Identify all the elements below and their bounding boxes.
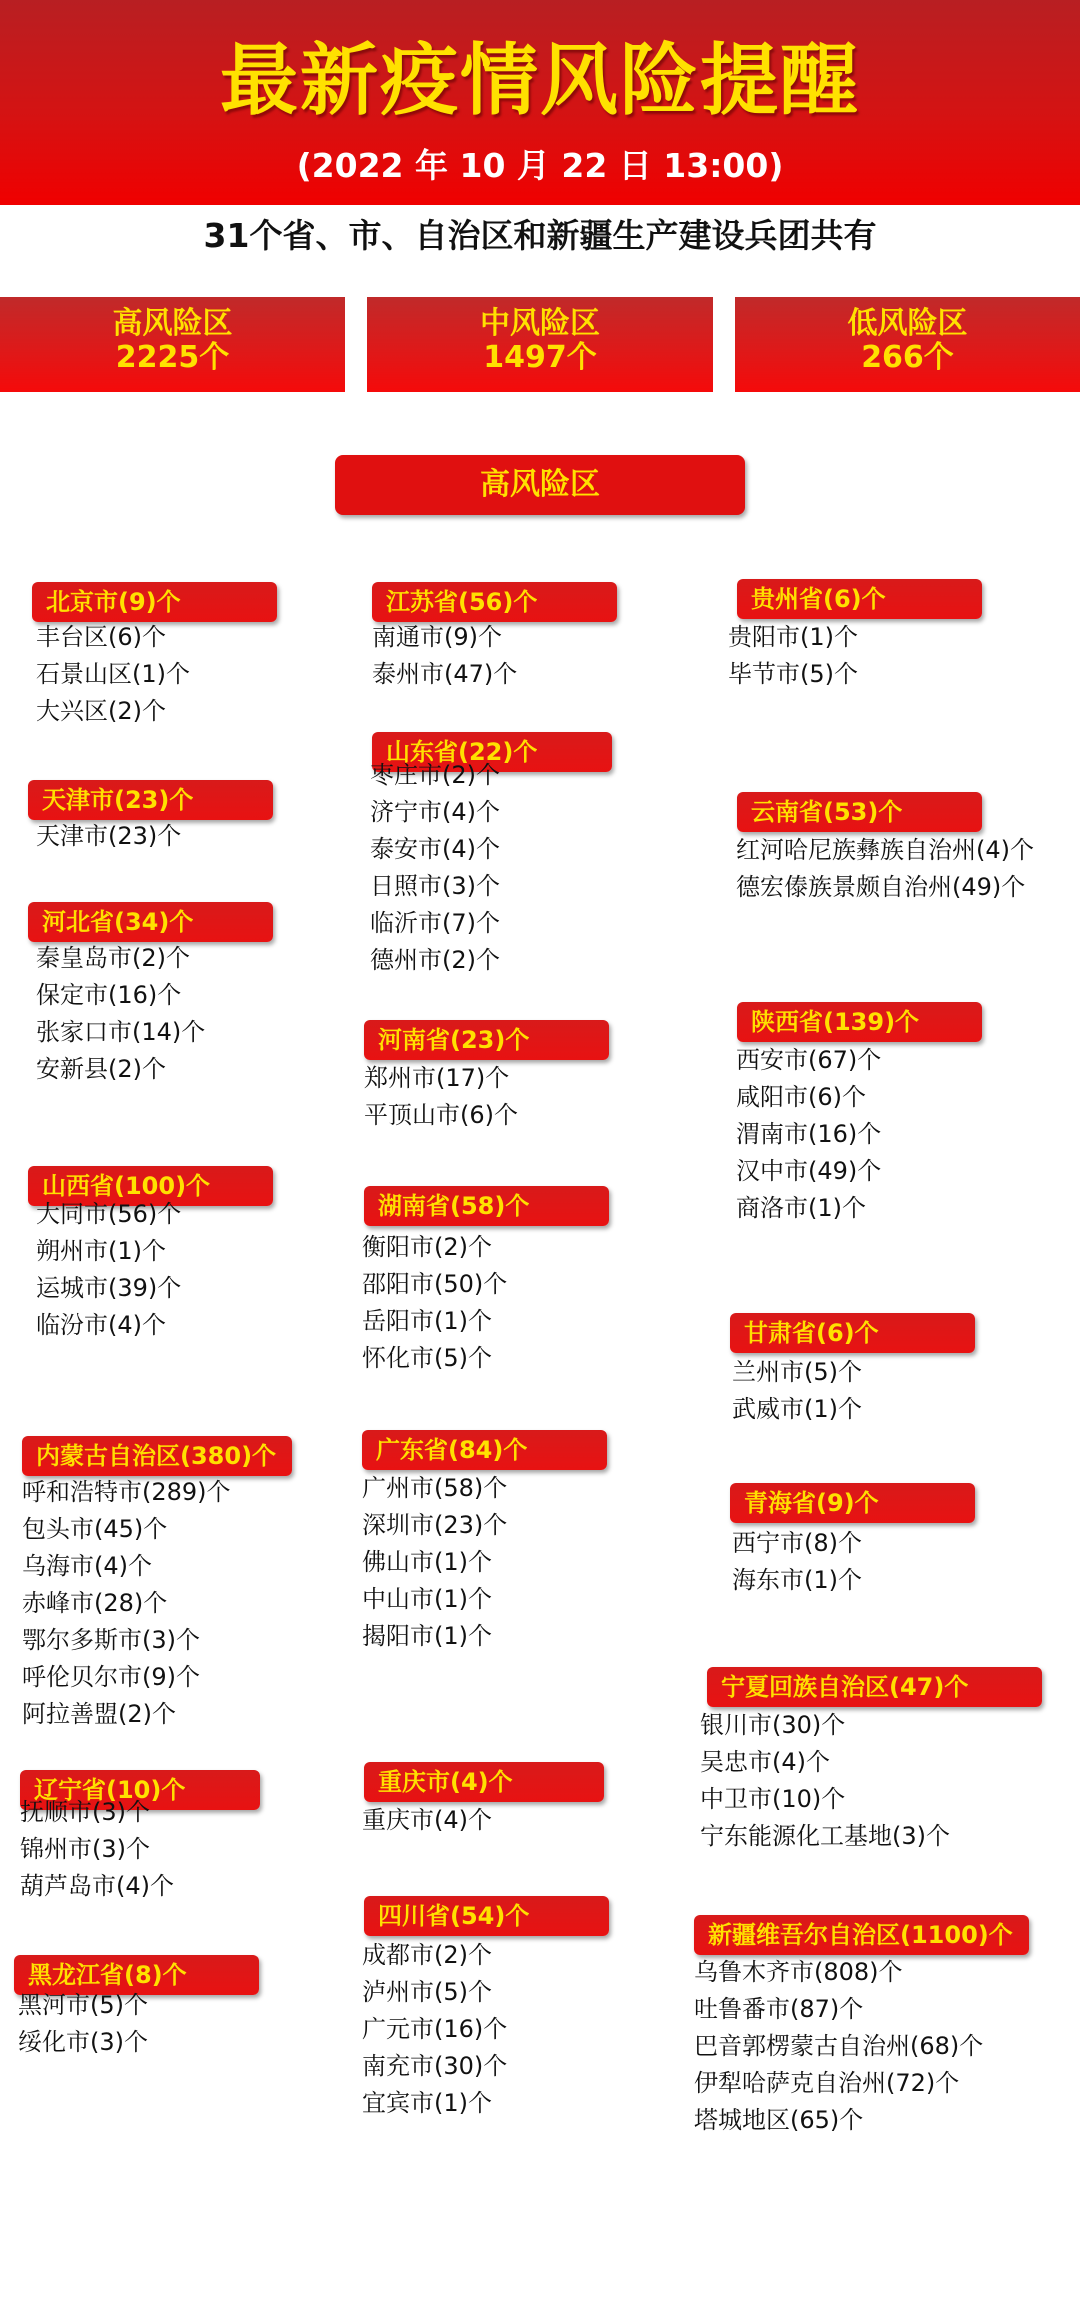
city-item: 济宁市(4)个 xyxy=(370,798,500,826)
city-item: 平顶山市(6)个 xyxy=(364,1101,518,1129)
city-item: 抚顺市(3)个 xyxy=(20,1798,150,1826)
city-item: 泰安市(4)个 xyxy=(370,835,500,863)
city-item: 成都市(2)个 xyxy=(362,1941,492,1969)
high-risk-summary-card xyxy=(0,297,345,392)
city-item: 锦州市(3)个 xyxy=(20,1835,150,1863)
city-item: 阿拉善盟(2)个 xyxy=(22,1700,176,1728)
city-item: 中山市(1)个 xyxy=(362,1585,492,1613)
region-pill: 河南省(23)个 xyxy=(364,1020,609,1060)
city-item: 岳阳市(1)个 xyxy=(362,1307,492,1335)
city-item: 中卫市(10)个 xyxy=(700,1785,846,1813)
city-item: 兰州市(5)个 xyxy=(732,1358,862,1386)
city-item: 张家口市(14)个 xyxy=(36,1018,206,1046)
city-item: 渭南市(16)个 xyxy=(736,1120,882,1148)
region-pill: 青海省(9)个 xyxy=(730,1483,975,1523)
region-pill: 云南省(53)个 xyxy=(737,792,982,832)
city-item: 大兴区(2)个 xyxy=(36,697,166,725)
city-item: 泸州市(5)个 xyxy=(362,1978,492,2006)
region-pill: 辽宁省(10)个 xyxy=(20,1770,260,1810)
section-title-high-risk: 高风险区 xyxy=(335,455,745,515)
city-item: 海东市(1)个 xyxy=(732,1566,862,1594)
city-item: 绥化市(3)个 xyxy=(18,2028,148,2056)
city-item: 吐鲁番市(87)个 xyxy=(694,1995,864,2023)
city-item: 重庆市(4)个 xyxy=(362,1806,492,1834)
city-item: 银川市(30)个 xyxy=(700,1711,846,1739)
city-item: 邵阳市(50)个 xyxy=(362,1270,508,1298)
city-item: 广州市(58)个 xyxy=(362,1474,508,1502)
city-item: 宁东能源化工基地(3)个 xyxy=(700,1822,950,1850)
region-pill: 天津市(23)个 xyxy=(28,780,273,820)
low-risk-summary-card xyxy=(735,297,1080,392)
region-pill: 内蒙古自治区(380)个 xyxy=(22,1436,292,1476)
region-pill: 河北省(34)个 xyxy=(28,902,273,942)
city-item: 呼伦贝尔市(9)个 xyxy=(22,1663,200,1691)
risk-card-count: 266个 xyxy=(861,340,954,375)
city-item: 巴音郭楞蒙古自治州(68)个 xyxy=(694,2032,984,2060)
city-item: 日照市(3)个 xyxy=(370,872,500,900)
city-item: 南通市(9)个 xyxy=(372,623,502,651)
city-item: 塔城地区(65)个 xyxy=(694,2106,864,2134)
city-item: 朔州市(1)个 xyxy=(36,1237,166,1265)
city-item: 揭阳市(1)个 xyxy=(362,1622,492,1650)
city-item: 大同市(56)个 xyxy=(36,1200,182,1228)
city-item: 西宁市(8)个 xyxy=(732,1529,862,1557)
region-pill: 重庆市(4)个 xyxy=(364,1762,604,1802)
city-item: 伊犁哈萨克自治州(72)个 xyxy=(694,2069,960,2097)
region-pill: 甘肃省(6)个 xyxy=(730,1313,975,1353)
city-item: 汉中市(49)个 xyxy=(736,1157,882,1185)
city-item: 秦皇岛市(2)个 xyxy=(36,944,190,972)
city-item: 咸阳市(6)个 xyxy=(736,1083,866,1111)
city-item: 包头市(45)个 xyxy=(22,1515,168,1543)
medium-risk-summary-card xyxy=(367,297,713,392)
region-pill: 湖南省(58)个 xyxy=(364,1186,609,1226)
city-item: 深圳市(23)个 xyxy=(362,1511,508,1539)
city-item: 西安市(67)个 xyxy=(736,1046,882,1074)
region-pill: 宁夏回族自治区(47)个 xyxy=(707,1667,1042,1707)
city-item: 石景山区(1)个 xyxy=(36,660,190,688)
city-item: 临汾市(4)个 xyxy=(36,1311,166,1339)
risk-card-count: 1497个 xyxy=(483,340,597,375)
city-item: 商洛市(1)个 xyxy=(736,1194,866,1222)
region-pill: 广东省(84)个 xyxy=(362,1430,607,1470)
risk-card-count: 2225个 xyxy=(115,340,230,375)
city-item: 临沂市(7)个 xyxy=(370,909,500,937)
city-item: 安新县(2)个 xyxy=(36,1055,166,1083)
city-item: 武威市(1)个 xyxy=(732,1395,862,1423)
city-item: 衡阳市(2)个 xyxy=(362,1233,492,1261)
city-item: 泰州市(47)个 xyxy=(372,660,518,688)
risk-card-name: 中风险区 xyxy=(480,306,600,341)
city-item: 运城市(39)个 xyxy=(36,1274,182,1302)
city-item: 怀化市(5)个 xyxy=(362,1344,492,1372)
region-pill: 江苏省(56)个 xyxy=(372,582,617,622)
region-pill: 北京市(9)个 xyxy=(32,582,277,622)
city-item: 天津市(23)个 xyxy=(36,822,182,850)
city-item: 乌鲁木齐市(808)个 xyxy=(694,1958,903,1986)
region-pill: 山西省(100)个 xyxy=(28,1166,273,1206)
date-line: (2022 年 10 月 22 日 13:00) xyxy=(296,146,784,185)
header-banner xyxy=(0,0,1080,205)
page-title: 最新疫情风险提醒 xyxy=(219,36,860,126)
city-item: 红河哈尼族彝族自治州(4)个 xyxy=(736,836,1034,864)
city-item: 宜宾市(1)个 xyxy=(362,2089,492,2117)
region-pill: 新疆维吾尔自治区(1100)个 xyxy=(694,1915,1029,1955)
city-item: 丰台区(6)个 xyxy=(36,623,166,651)
city-item: 佛山市(1)个 xyxy=(362,1548,492,1576)
city-item: 呼和浩特市(289)个 xyxy=(22,1478,231,1506)
city-item: 枣庄市(2)个 xyxy=(370,761,500,789)
region-pill: 四川省(54)个 xyxy=(364,1896,609,1936)
city-item: 广元市(16)个 xyxy=(362,2015,508,2043)
city-item: 保定市(16)个 xyxy=(36,981,182,1009)
city-item: 鄂尔多斯市(3)个 xyxy=(22,1626,200,1654)
risk-card-name: 低风险区 xyxy=(847,306,968,341)
city-item: 乌海市(4)个 xyxy=(22,1552,152,1580)
city-item: 德宏傣族景颇自治州(49)个 xyxy=(736,873,1026,901)
region-pill: 贵州省(6)个 xyxy=(737,579,982,619)
city-item: 葫芦岛市(4)个 xyxy=(20,1872,174,1900)
subtitle: 31个省、市、自治区和新疆生产建设兵团共有 xyxy=(203,216,877,255)
city-item: 吴忠市(4)个 xyxy=(700,1748,830,1776)
city-item: 郑州市(17)个 xyxy=(364,1064,510,1092)
city-item: 黑河市(5)个 xyxy=(18,1991,148,2019)
region-pill: 陕西省(139)个 xyxy=(737,1002,982,1042)
region-pill: 山东省(22)个 xyxy=(372,732,612,772)
region-pill: 黑龙江省(8)个 xyxy=(14,1955,259,1995)
city-item: 德州市(2)个 xyxy=(370,946,500,974)
risk-card-name: 高风险区 xyxy=(112,306,233,341)
city-item: 贵阳市(1)个 xyxy=(728,623,858,651)
city-item: 南充市(30)个 xyxy=(362,2052,508,2080)
city-item: 赤峰市(28)个 xyxy=(22,1589,168,1617)
city-item: 毕节市(5)个 xyxy=(728,660,858,688)
